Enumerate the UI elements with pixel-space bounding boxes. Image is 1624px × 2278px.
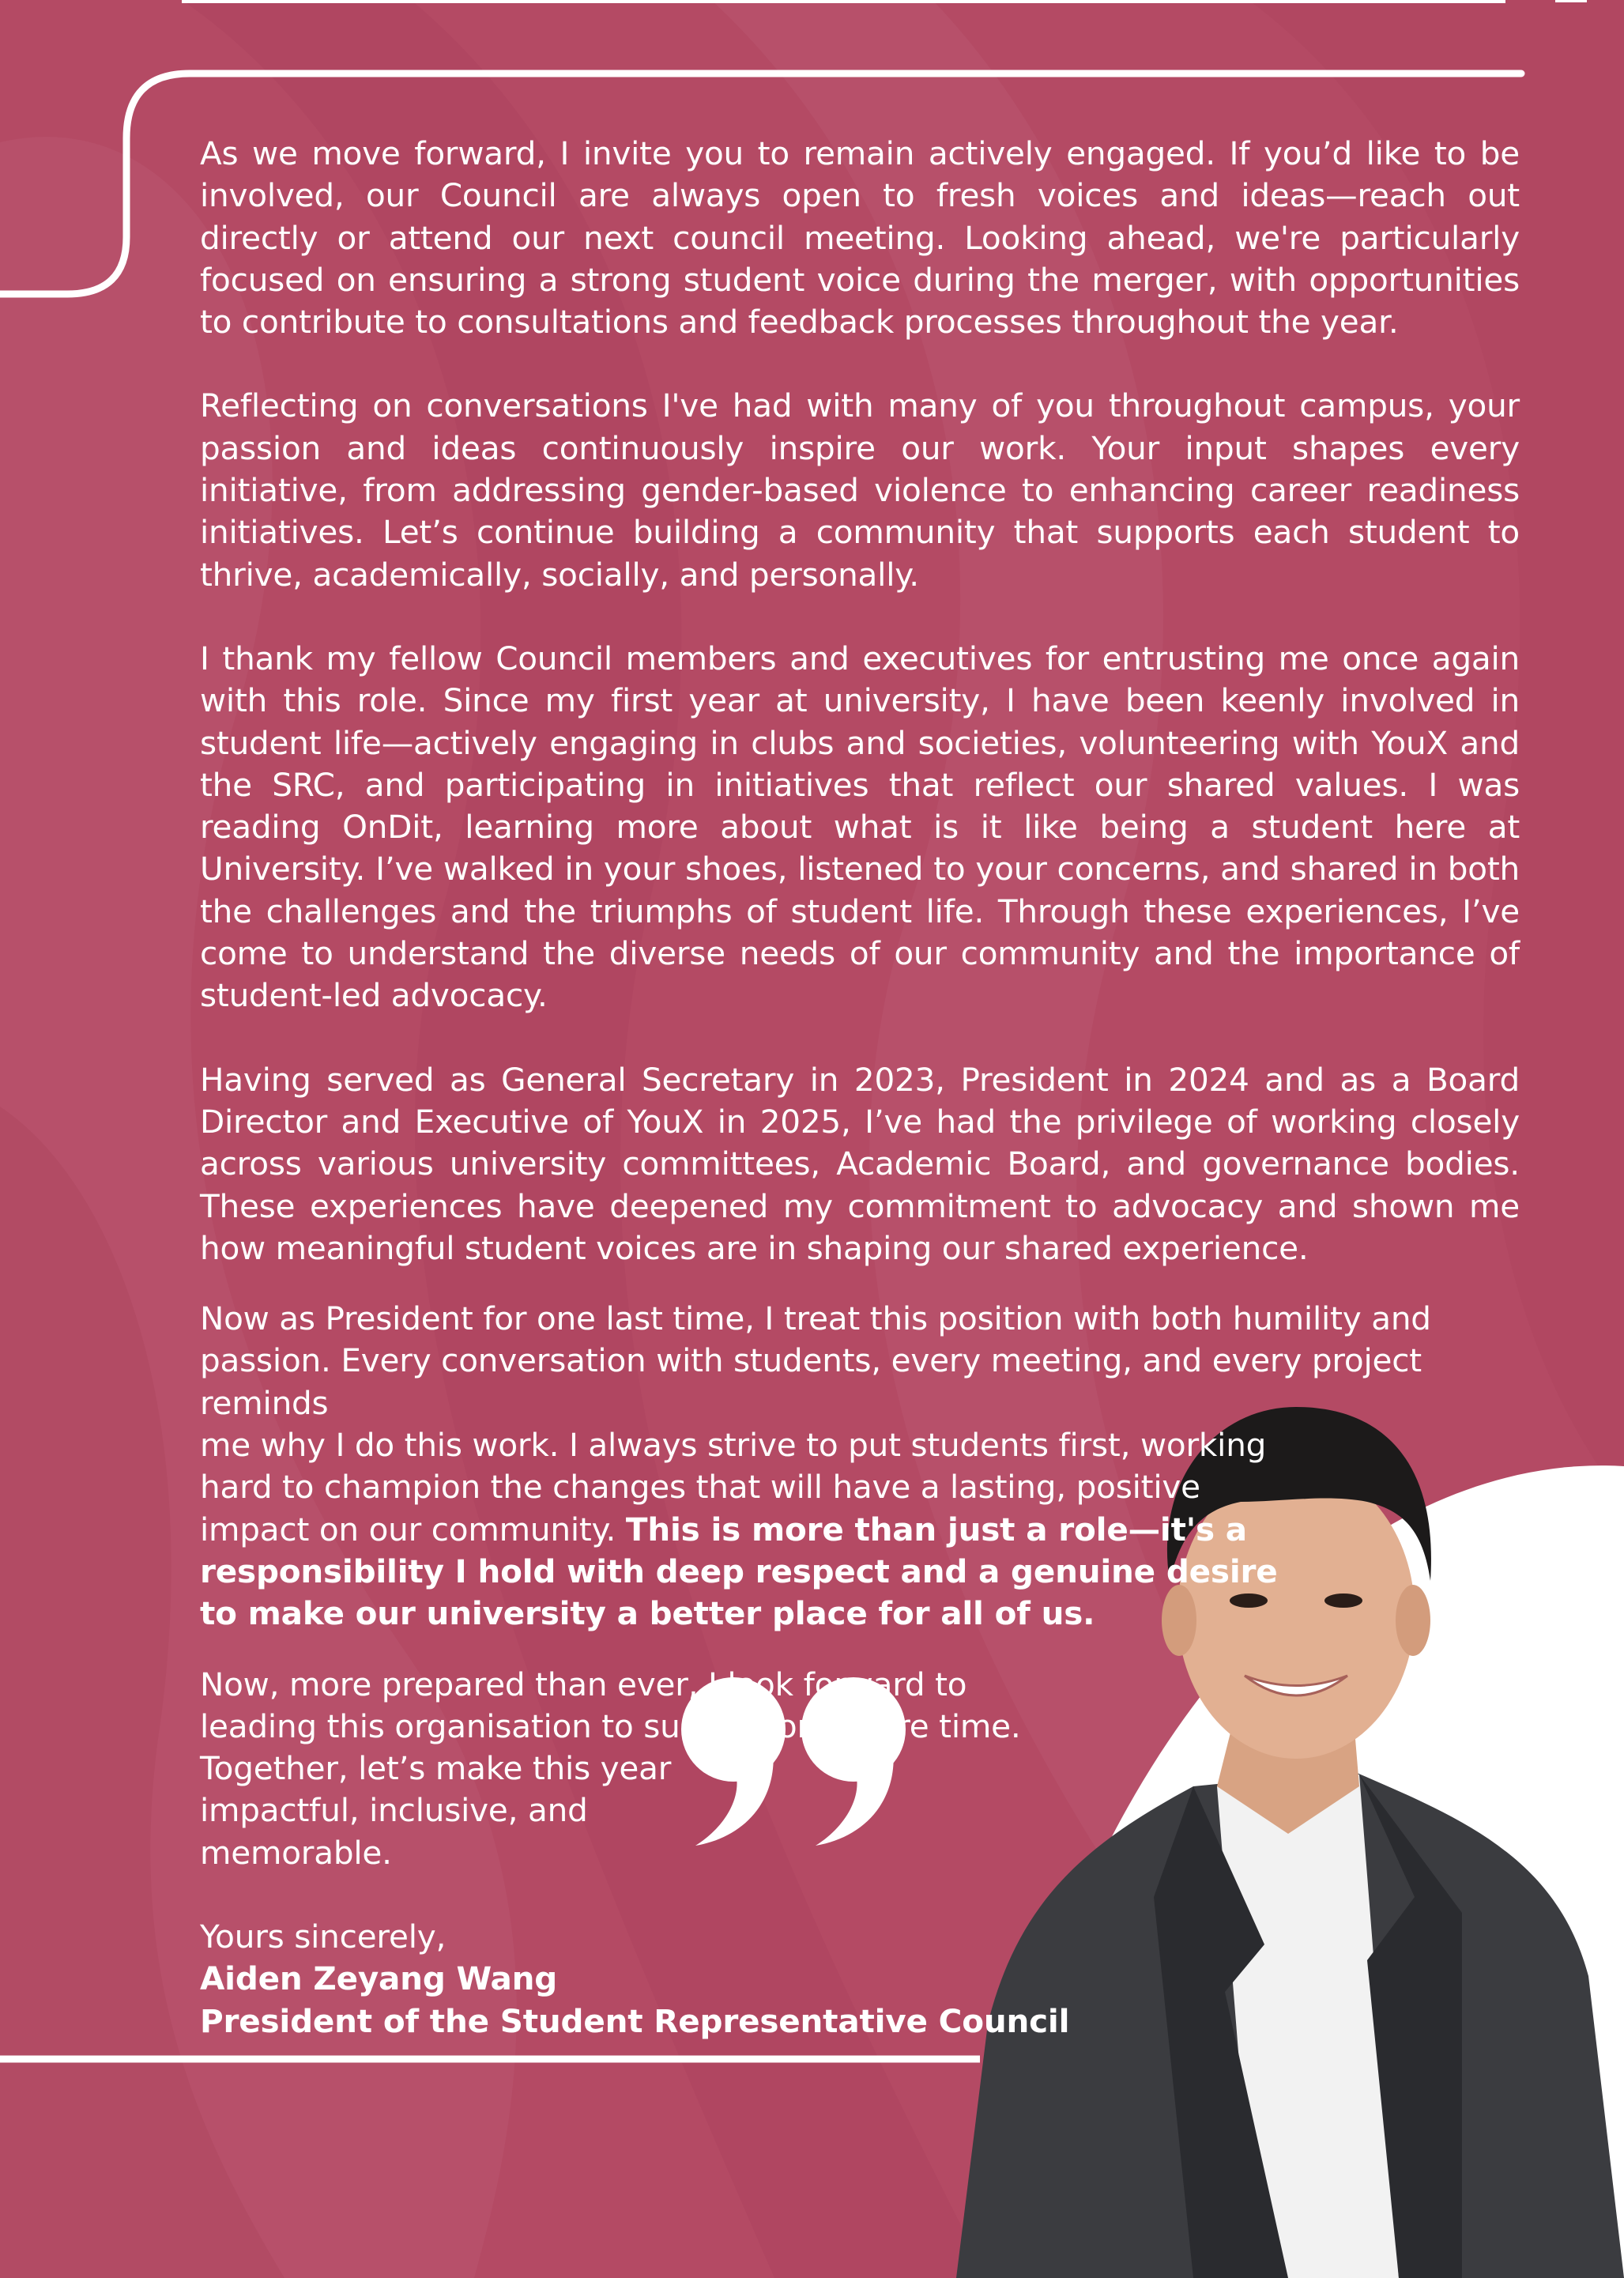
text-line: passion. Every conversation with students, every meeting, and every project reminds: [200, 1341, 1422, 1422]
paragraph-experience: Having served as General Secretary in 2023, President in 2024 and as a Board Director and Executive of YouX in 2025, I’ve had the privilege of working closely across various university committees, Academic Board, and governance bodies. These experiences have deepened my commitment to advocacy and shown me how meaningful student voices are in shaping our shared experience.: [200, 1060, 1520, 1267]
text-line: hard to champion the changes that will have a lasting, positive: [200, 1468, 1200, 1507]
text-line: leading this organisation to success one more time.: [200, 1707, 1021, 1745]
paragraph-engagement: As we move forward, I invite you to remain actively engaged. If you’d like to be involved, our Council are always open to fresh voices and ideas—reach out directly or attend our next council meeting. Looking ahead, we're particularly focused on ensuring a strong student voice during the merger, with opportunities to contribute to consultations and feedback processes throughout the year.: [200, 134, 1520, 341]
emphasis-text: responsibility I hold with deep respect and a genuine desire: [200, 1552, 1278, 1590]
signature-block: [200, 1916, 1520, 2042]
text-line: impactful, inclusive, and: [200, 1791, 588, 1830]
letter-body: [200, 133, 1520, 2042]
paragraph-reflection: Reflecting on conversations I've had with many of you throughout campus, your passion and ideas continuously inspire our work. Your input shapes every initiative, from addressing gender-based violence to enhancing career readiness initiatives. Let’s continue building a community that supports each student to thrive, academically, socially, and personally.: [200, 387, 1520, 594]
emphasis-text: This is more than just a role—it's a: [625, 1510, 1247, 1548]
text-line: Now as President for one last time, I treat this position with both humility and: [200, 1299, 1431, 1338]
paragraph-president-role: [200, 1298, 1520, 1635]
bottom-frame-line: [0, 2047, 1027, 2071]
text-line: Now, more prepared than ever, I look forward to: [200, 1665, 967, 1703]
signatory-name: Aiden Zeyang Wang: [200, 1959, 558, 1998]
signatory-title: President of the Student Representative Council: [200, 2001, 1070, 2040]
emphasis-text: to make our university a better place for all of us.: [200, 1594, 1095, 1633]
text-line: Together, let’s make this year: [200, 1749, 672, 1788]
closing-salutation: Yours sincerely,: [200, 1917, 447, 1956]
text-line: impact on our community.: [200, 1510, 626, 1548]
text-line: memorable.: [200, 1833, 392, 1872]
paragraph-gratitude: I thank my fellow Council members and executives for entrusting me once again with this role. Since my first year at university, I have been keenly involved in student life—actively engaging in clubs and societies, volunteering with YouX and the SRC, and participating in initiatives that reflect our shared values. I was reading OnDit, learning more about what is it like being a student here at University. I’ve walked in your shoes, listened to your concerns, and shared in both the challenges and the triumphs of student life. Through these experiences, I’ve come to understand the diverse needs of our community and the importance of student-led advocacy.: [200, 639, 1520, 1015]
paragraph-closing-wish: [200, 1664, 1520, 1874]
text-line: me why I do this work. I always strive to put students first, working: [200, 1426, 1267, 1465]
